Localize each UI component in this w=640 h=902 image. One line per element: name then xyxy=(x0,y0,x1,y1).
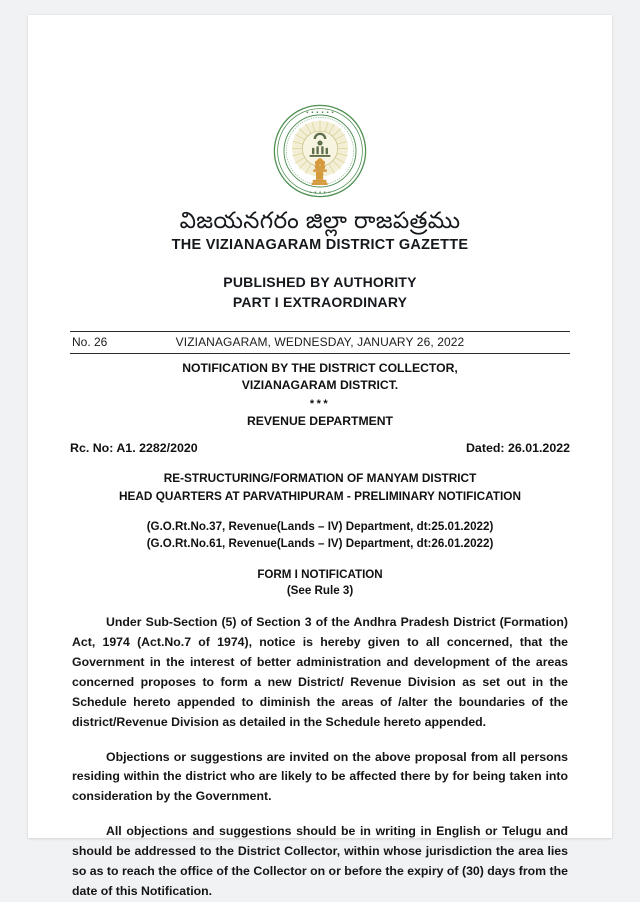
notification-heading-line1: NOTIFICATION BY THE DISTRICT COLLECTOR, xyxy=(182,360,458,375)
government-order-2: (G.O.Rt.No.61, Revenue(Lands – IV) Department, dt:26.01.2022) xyxy=(146,537,494,551)
form-block xyxy=(28,567,612,601)
part-extraordinary-line: PART I EXTRAORDINARY xyxy=(232,294,408,311)
issue-bar xyxy=(70,331,570,354)
subject-block xyxy=(28,470,612,505)
english-gazette-title: THE VIZIANAGARAM DISTRICT GAZETTE xyxy=(171,237,469,254)
revenue-department-line: REVENUE DEPARTMENT xyxy=(246,414,394,429)
svg-text:• • • • •: • • • • • xyxy=(309,190,331,197)
body-paragraphs xyxy=(28,613,612,902)
issue-number: No. 26 xyxy=(72,334,108,349)
issue-place-and-date: VIZIANAGARAM, WEDNESDAY, JANUARY 26, 2022 xyxy=(175,334,465,349)
paragraph-2: Objections or suggestions are invited on the above proposal from all persons residing within the district who are likely to be affected there by for being taken into consideration by the Government. xyxy=(72,749,568,804)
telugu-gazette-title: విజయనగరం జిల్లా రాజపత్రము xyxy=(179,207,461,233)
paragraph-1: Under Sub-Section (5) of Section 3 of the Andhra Pradesh District (Formation) Act, 1974 (Act.No.7 of 1974), notice is hereby given to all concerned, that the Government in the interest of better administration and development of the areas concerned proposes to form a new District/ Revenue Division as set out in the Schedule hereto appended to diminish the areas of /alter the boundaries of the district/Revenue Division as detailed in the Schedule hereto appended. xyxy=(72,615,568,729)
subject-line1: RE-STRUCTURING/FORMATION OF MANYAM DISTRICT xyxy=(163,471,477,486)
separator-asterisks: *** xyxy=(309,398,331,411)
form-title: FORM I NOTIFICATION xyxy=(257,567,383,581)
government-order-1: (G.O.Rt.No.37, Revenue(Lands – IV) Department, dt:25.01.2022) xyxy=(146,519,494,533)
form-rule-reference: (See Rule 3) xyxy=(286,584,354,598)
gazette-page xyxy=(28,15,612,898)
authority-block xyxy=(28,272,612,313)
published-by-authority-line: PUBLISHED BY AUTHORITY xyxy=(223,274,417,291)
subject-line2: HEAD QUARTERS AT PARVATHIPURAM - PRELIMINARY NOTIFICATION xyxy=(119,489,521,504)
rc-number: Rc. No: A1. 2282/2020 xyxy=(70,441,198,456)
emblem-container xyxy=(28,15,612,199)
notification-heading xyxy=(28,360,612,395)
reference-row xyxy=(28,441,612,455)
government-orders-block xyxy=(28,518,612,553)
dated-value: Dated: 26.01.2022 xyxy=(465,441,570,456)
svg-text:• • • • • •: • • • • • • xyxy=(305,110,335,117)
andhra-pradesh-state-emblem-icon xyxy=(272,103,368,199)
paragraph-3: All objections and suggestions should be in writing in English or Telugu and should be addressed to the District Collector, within whose jurisdiction the area lies so as to reach the office of the Collector on or before the expiry of (30) days from the date of this Notification. xyxy=(72,824,568,898)
notification-heading-line2: VIZIANAGARAM DISTRICT. xyxy=(241,378,399,393)
